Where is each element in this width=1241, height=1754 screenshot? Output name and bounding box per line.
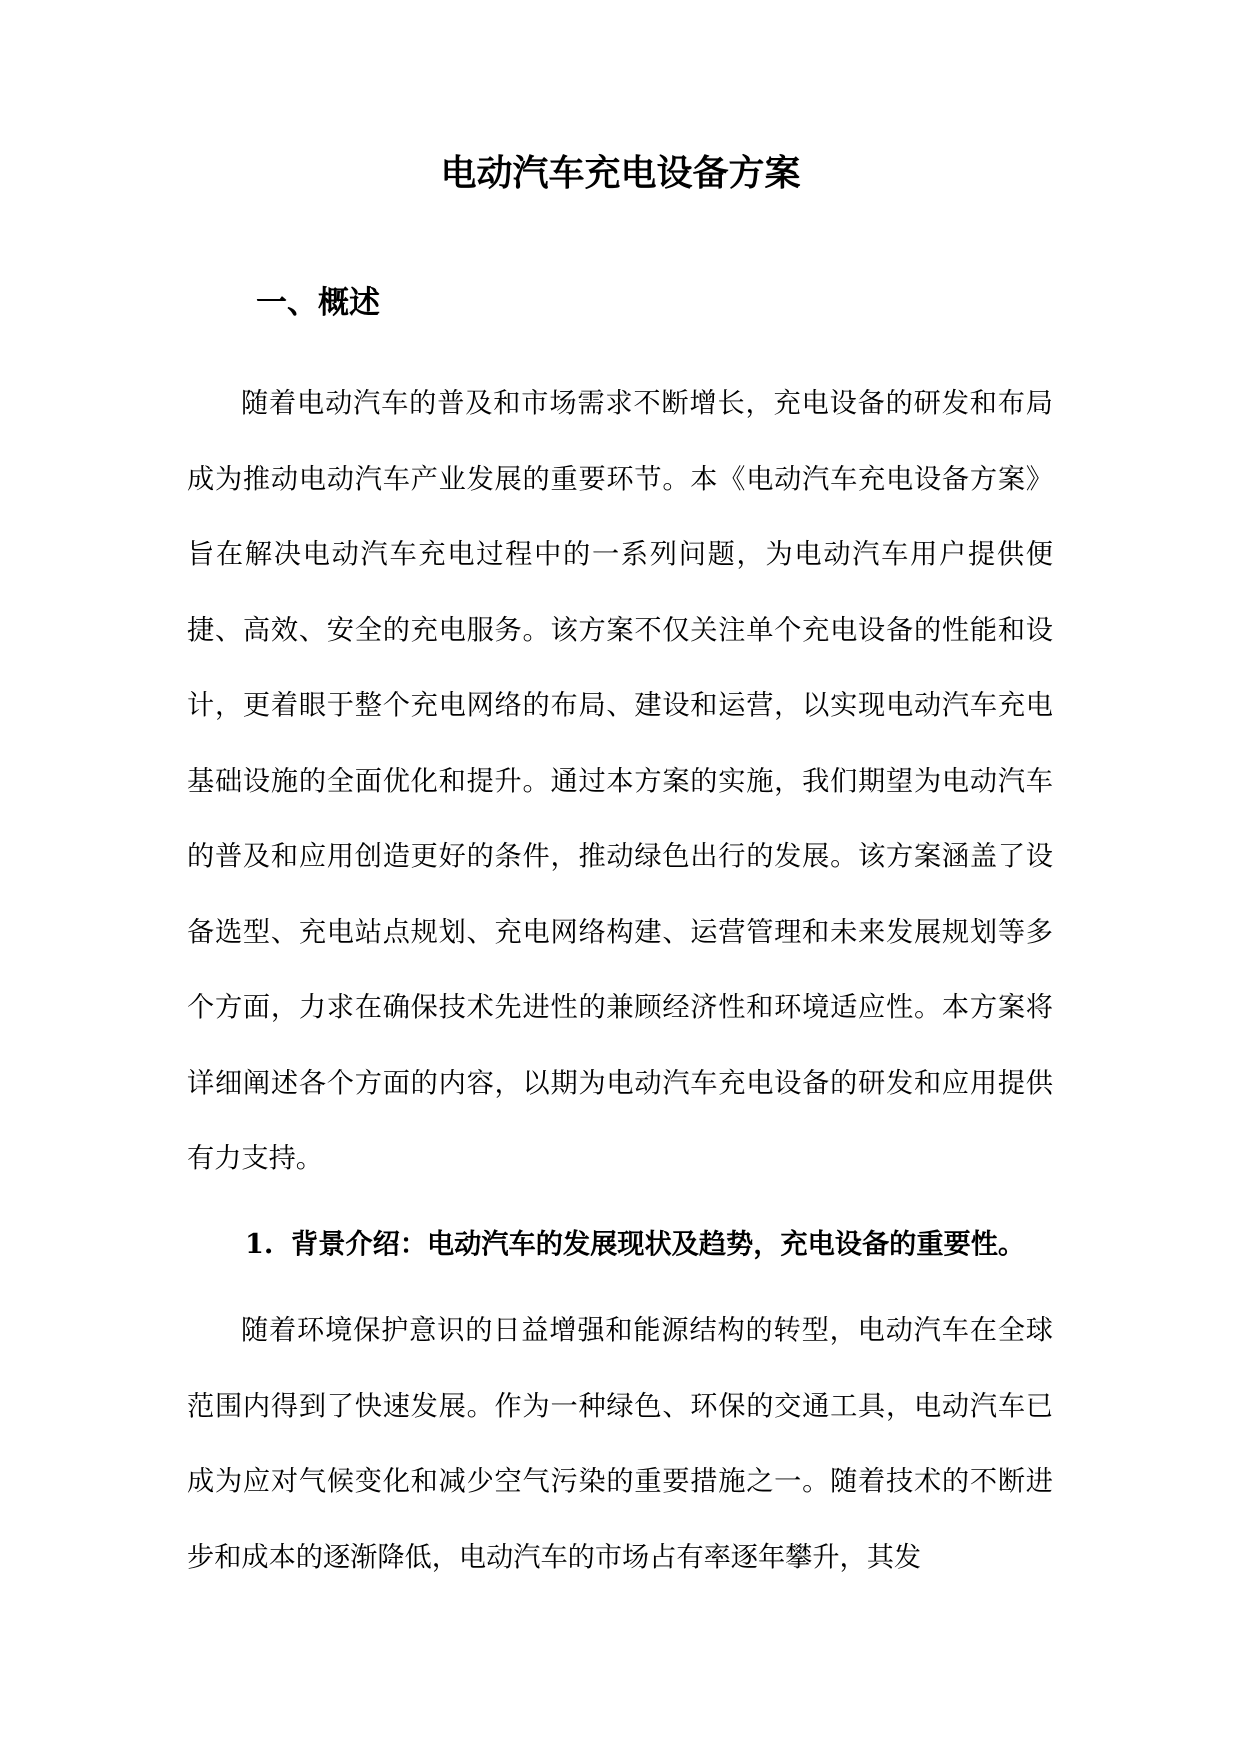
subsection-number: 1.: [245, 1228, 274, 1260]
document-title: 电动汽车充电设备方案: [440, 152, 801, 194]
section-heading-overview: 一、概述: [256, 285, 380, 321]
background-paragraph: 随着环境保护意识的日益增强和能源结构的转型，电动汽车在全球范围内得到了快速发展。作为一种绿色、环保的交通工具，电动汽车已成为应对气候变化和减少空气污染的重要措施之一。随着技术的不断进步和成本的逐渐降低，电动汽车的市场占有率逐年攀升，其发: [187, 1315, 1053, 1573]
subsection-heading-background: [245, 1222, 1065, 1266]
overview-paragraph: 随着电动汽车的普及和市场需求不断增长，充电设备的研发和布局成为推动电动汽车产业发展的重要环节。本《电动汽车充电设备方案》旨在解决电动汽车充电过程中的一系列问题，为电动汽车用户提供便捷、高效、安全的充电服务。该方案不仅关注单个充电设备的性能和设计，更着眼于整个充电网络的布局、建设和运营，以实现电动汽车充电基础设施的全面优化和提升。通过本方案的实施，我们期望为电动汽车的普及和应用创造更好的条件，推动绿色出行的发展。该方案涵盖了设备选型、充电站点规划、充电网络构建、运营管理和未来发展规划等多个方面，力求在确保技术先进性的兼顾经济性和环境适应性。本方案将详细阐述各个方面的内容，以期为电动汽车充电设备的研发和应用提供有力支持。: [187, 388, 1053, 1174]
subsection-heading-text: 背景介绍：电动汽车的发展现状及趋势，充电设备的重要性。: [291, 1228, 1026, 1260]
